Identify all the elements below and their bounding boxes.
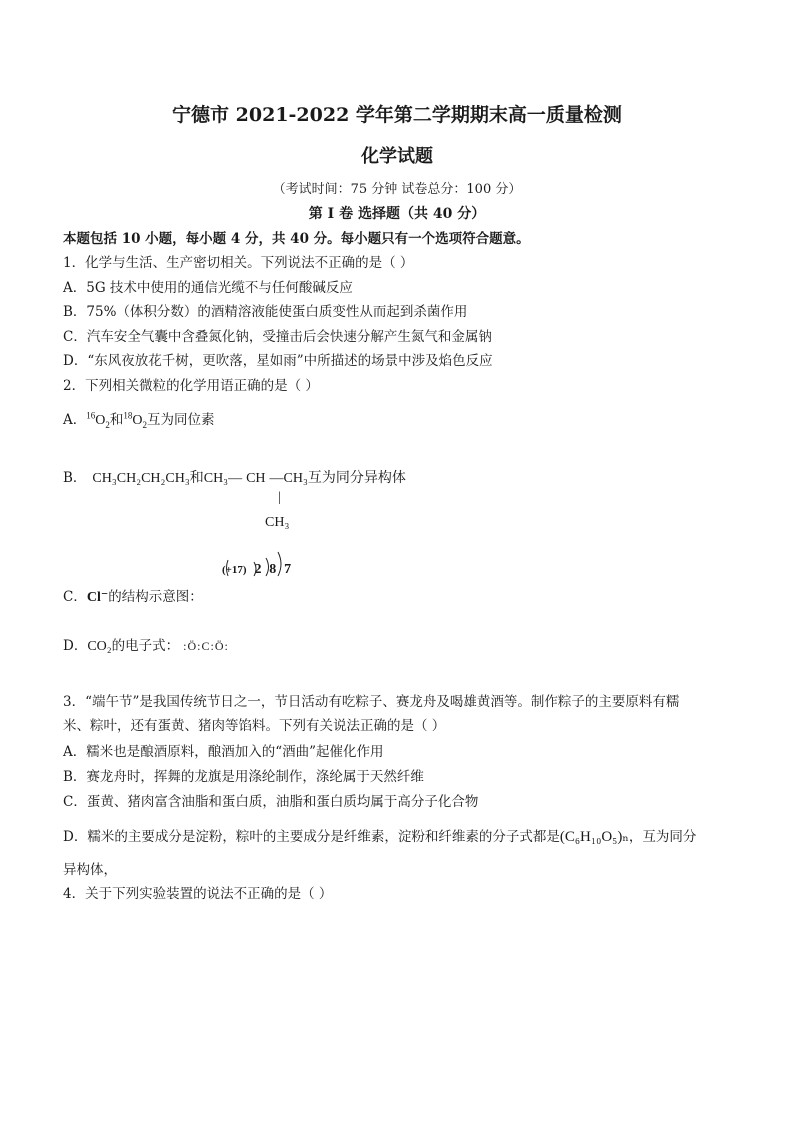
q3-option-d bbox=[63, 825, 696, 846]
subject-title: 化学试题 bbox=[361, 146, 433, 167]
formula-right: —CH₃互为同分异构体 bbox=[269, 471, 406, 486]
q2-option-d bbox=[63, 634, 229, 655]
q1-option-d: D．“东风夜放花千树，更吹落，星如雨”中所描述的场景中涉及焰色反应 bbox=[63, 353, 493, 369]
element-symbol: O bbox=[132, 413, 143, 428]
q3-option-d-line-2: 异构体， bbox=[63, 862, 117, 878]
q4-stem: 4．关于下列实验装置的说法不正确的是（ ） bbox=[63, 886, 333, 902]
exam-title: 宁德市 2021-2022 学年第二学期期末高一质量检测 bbox=[172, 104, 622, 126]
conjunction: 和 bbox=[109, 412, 124, 428]
instructions: 本题包括 10 小题，每小题 4 分，共 40 分。每小题只有一个选项符合题意。 bbox=[63, 231, 530, 247]
option-label: D． bbox=[63, 638, 88, 654]
electron-dot-diagram: :Ö:C:Ö: bbox=[183, 639, 229, 653]
option-text-part-2: ，互为同分 bbox=[628, 829, 697, 845]
q2-option-b bbox=[63, 466, 406, 487]
q1-option-b: B．75%（体积分数）的酒精溶液能使蛋白质变性从而起到杀菌作用 bbox=[63, 304, 468, 320]
q2-option-a bbox=[63, 408, 215, 430]
option-text: 互为同位素 bbox=[147, 412, 215, 428]
q3-stem-line-2: 米、粽叶，还有蛋黄、猪肉等馅料。下列有关说法正确的是（ ） bbox=[63, 718, 446, 734]
shell-3: 7 bbox=[284, 562, 292, 577]
option-text-part-1: D．糯米的主要成分是淀粉，粽叶的主要成分是纤维素，淀粉和纤维素的分子式都是 bbox=[63, 829, 560, 845]
q1-stem: 1．化学与生活、生产密切相关。下列说法不正确的是（ ） bbox=[63, 255, 414, 271]
q2-option-c bbox=[63, 585, 203, 606]
q1-option-a: A．5G 技术中使用的通信光缆不与任何酸碱反应 bbox=[63, 280, 353, 296]
option-text: 的结构示意图： bbox=[108, 589, 203, 605]
shell-1: 2 bbox=[254, 562, 262, 577]
branch-bond: | bbox=[278, 490, 281, 505]
q1-option-c: C．汽车安全气囊中含叠氮化钠，受撞击后会快速分解产生氮气和金属钠 bbox=[63, 329, 492, 345]
q2-stem: 2．下列相关微粒的化学用语正确的是（ ） bbox=[63, 378, 319, 394]
option-text: 的电子式： bbox=[111, 638, 180, 654]
mass-number: 16 bbox=[86, 410, 96, 421]
cellulose-formula: (C₆H₁₀O₅)ₙ bbox=[559, 829, 629, 845]
option-label: B． bbox=[63, 470, 87, 486]
branch-group: CH₃ bbox=[265, 515, 290, 530]
part-title: 第 Ⅰ 卷 选择题（共 40 分） bbox=[308, 206, 486, 222]
exam-info: （考试时间：75 分钟 试卷总分：100 分） bbox=[272, 182, 522, 197]
q3-option-b: B．赛龙舟时，挥舞的龙旗是用涤纶制作，涤纶属于天然纤维 bbox=[63, 769, 424, 785]
q3-stem-line-1: 3．“端午节”是我国传统节日之一，节日活动有吃粽子、赛龙舟及喝雄黄酒等。制作粽子的主要原料有糯 bbox=[63, 694, 680, 710]
shell-arcs bbox=[222, 548, 292, 582]
formula-left: CH₃CH₂CH₂CH₃和CH₃— bbox=[92, 471, 243, 486]
subscript: 2 bbox=[142, 419, 147, 430]
q3-option-c: C．蛋黄、猪肉富含油脂和蛋白质，油脂和蛋白质均属于高分子化合物 bbox=[63, 794, 479, 810]
chloride-ion: Cl⁻ bbox=[86, 590, 109, 605]
option-label: A． bbox=[63, 412, 87, 428]
co2-formula: CO₂ bbox=[87, 639, 112, 654]
option-label: C． bbox=[63, 589, 87, 605]
formula-center: CH bbox=[246, 471, 266, 486]
subscript: 2 bbox=[105, 419, 110, 430]
shell-2: 8 bbox=[269, 562, 277, 577]
mass-number: 18 bbox=[123, 410, 133, 421]
nucleus: (+17) bbox=[222, 564, 247, 576]
element-symbol: O bbox=[95, 413, 106, 428]
q3-option-a: A．糯米也是酿酒原料，酿酒加入的“酒曲”起催化作用 bbox=[63, 744, 384, 760]
